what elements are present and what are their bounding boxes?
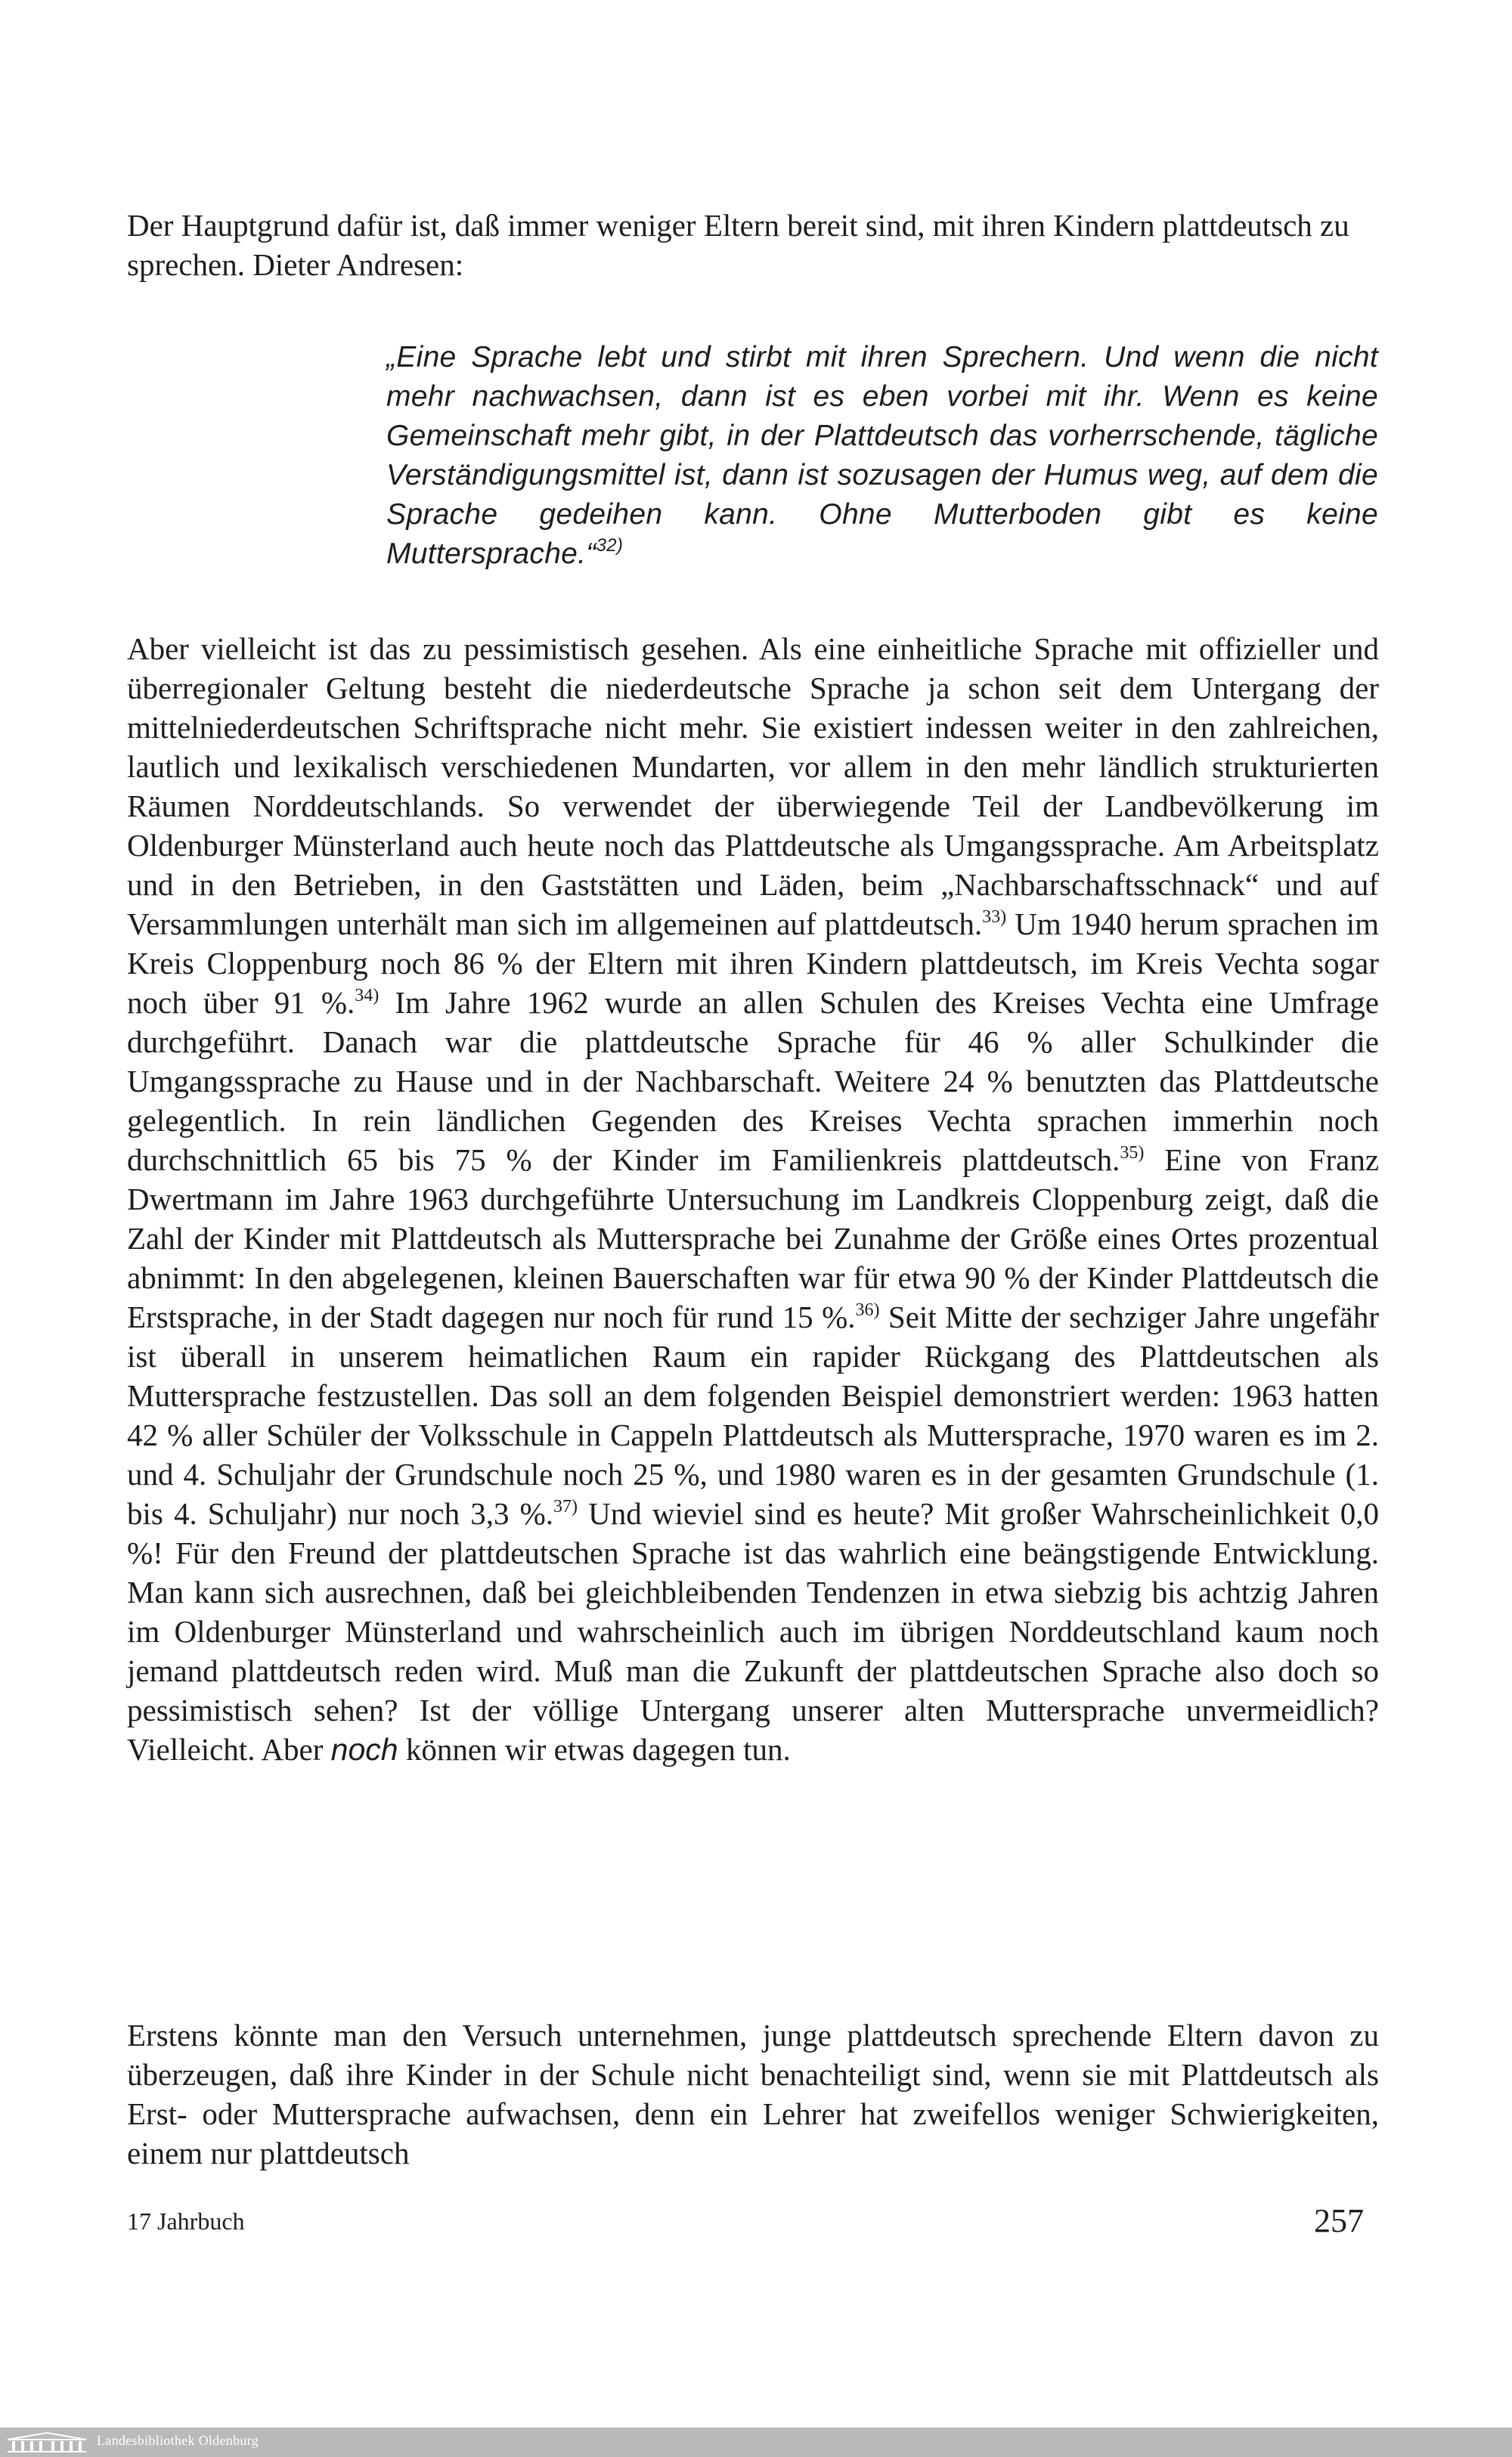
main-text-1: Aber vielleicht ist das zu pessimistisch gesehen. Als eine einheitliche Sprache mit offizieller und überregionaler Geltung besteht die niederdeutsche Sprache ja schon seit dem Untergang der mittelniederdeutschen Schriftsprache nicht mehr. Sie existiert indessen weiter in den zahlreichen, lautlich und lexikalisch verschiedenen Mundarten, vor allem in den mehr ländlich strukturierten Räumen Norddeutschlands. So verwendet der überwiegende Teil der Landbevölkerung im Oldenburger Münsterland auch heute noch das Plattdeutsche als Umgangssprache. Am Arbeitsplatz und in den Betrieben, in den Gaststätten und Läden, beim „Nachbarschaftsschnack“ und auf Versammlungen unterhält man sich im allgemeinen auf plattdeutsch. bbox=[127, 631, 1379, 941]
quote-text: „Eine Sprache lebt und stirbt mit ihren Sprechern. Und wenn die nicht mehr nachwachsen, dann ist es eben vorbei mit ihr. Wenn es keine Gemeinschaft mehr gibt, in der Plattdeutsch das vorherrschende, tägliche Verständigungsmittel ist, dann ist sozusagen der Humus weg, auf dem die Sprache gedeihen kann. Ohne Mutterboden gibt es keine Muttersprache.“ bbox=[386, 341, 1378, 570]
footnote-ref-34: 34) bbox=[355, 986, 380, 1005]
footnote-ref-37: 37) bbox=[553, 1497, 578, 1517]
main-text-3: Im Jahre 1962 wurde an allen Schulen des Kreises Vechta eine Umfrage durchgeführt. Danach war die plattdeutsche Sprache für 46 % aller Schulkinder die Umgangssprache zu Hause und in der Nachbarschaft. Weitere 24 % benutzten das Plattdeutsche gelegentlich. In rein ländlichen Gegenden des Kreises Vechta sprachen immerhin noch durchschnittlich 65 bis 75 % der Kinder im Familienkreis plattdeutsch. bbox=[127, 985, 1380, 1177]
main-text-5: Seit Mitte der sechziger Jahre ungefähr ist überall in unserem heimatlichen Raum ein rapider Rückgang des Plattdeutschen als Muttersprache festzustellen. Das soll an dem folgenden Beispiel demonstriert werden: 1963 hatten 42 % aller Schüler der Volksschule in Cappeln Plattdeutsch als Muttersprache, 1970 waren es im 2. und 4. Schuljahr der Grundschule noch 25 %, und 1980 waren es in der gesamten Grundschule (1. bis 4. Schuljahr) nur noch 3,3 %. bbox=[127, 1300, 1379, 1531]
main-text-4: Eine von Franz Dwertmann im Jahre 1963 durchgeführte Untersuchung im Landkreis Cloppenburg zeigt, daß die Zahl der Kinder mit Plattdeutsch als Muttersprache bei Zunahme der Größe eines Ortes prozentual abnimmt: In den abgelegenen, kleinen Bauerschaften war für etwa 90 % der Kinder Plattdeutsch die Erstsprache, in der Stadt dagegen nur noch für rund 15 %. bbox=[127, 1142, 1380, 1334]
block-quote-andresen bbox=[386, 338, 1378, 574]
footnote-ref-33: 33) bbox=[982, 907, 1007, 927]
paragraph-erstens: Erstens könnte man den Versuch unternehmen, junge plattdeutsch sprechende Eltern davon zu überzeugen, daß ihre Kinder in der Schule nicht benachteiligt sind, wenn sie mit Plattdeutsch als Erst- oder Muttersprache aufwachsen, denn ein Lehrer hat zweifellos weniger Schwierigkeiten, einem nur plattdeutsch bbox=[127, 2018, 1379, 2170]
library-name: Landesbibliothek Oldenburg bbox=[97, 2433, 259, 2448]
paragraph-intro: Der Hauptgrund dafür ist, daß immer weniger Eltern bereit sind, mit ihren Kindern plattdeutsch zu sprechen. Dieter Andresen: bbox=[127, 208, 1349, 282]
main-text-2: Um 1940 herum sprachen im Kreis Cloppenburg noch 86 % der Eltern mit ihren Kindern plattdeutsch, im Kreis Vechta sogar noch über 91 %. bbox=[127, 906, 1379, 1020]
library-building-logo bbox=[5, 2431, 89, 2454]
footnote-ref-35: 35) bbox=[1120, 1143, 1145, 1163]
footer-signature: 17 Jahrbuch bbox=[127, 2208, 245, 2235]
paragraph-main bbox=[127, 629, 1379, 1769]
main-text-7: können wir etwas dagegen tun. bbox=[398, 1732, 791, 1767]
footnote-ref-32: 32) bbox=[596, 535, 624, 556]
footnote-ref-36: 36) bbox=[855, 1300, 880, 1320]
page-number: 257 bbox=[1314, 2202, 1364, 2239]
main-text-6: Und wieviel sind es heute? Mit großer Wahrscheinlichkeit 0,0 %! Für den Freund der plattdeutschen Sprache ist das wahrlich eine beängstigende Entwicklung. Man kann sich ausrechnen, daß bei gleichbleibenden Tendenzen in etwa siebzig bis achtzig Jahren im Oldenburger Münsterland und wahrscheinlich auch im übrigen Norddeutschland kaum noch jemand plattdeutsch reden wird. Muß man die Zukunft der plattdeutschen Sprache also doch so pessimistisch sehen? Ist der völlige Untergang unserer alten Muttersprache unvermeidlich? Vielleicht. Aber bbox=[127, 1496, 1380, 1767]
emphasis-noch: noch bbox=[330, 1732, 398, 1767]
